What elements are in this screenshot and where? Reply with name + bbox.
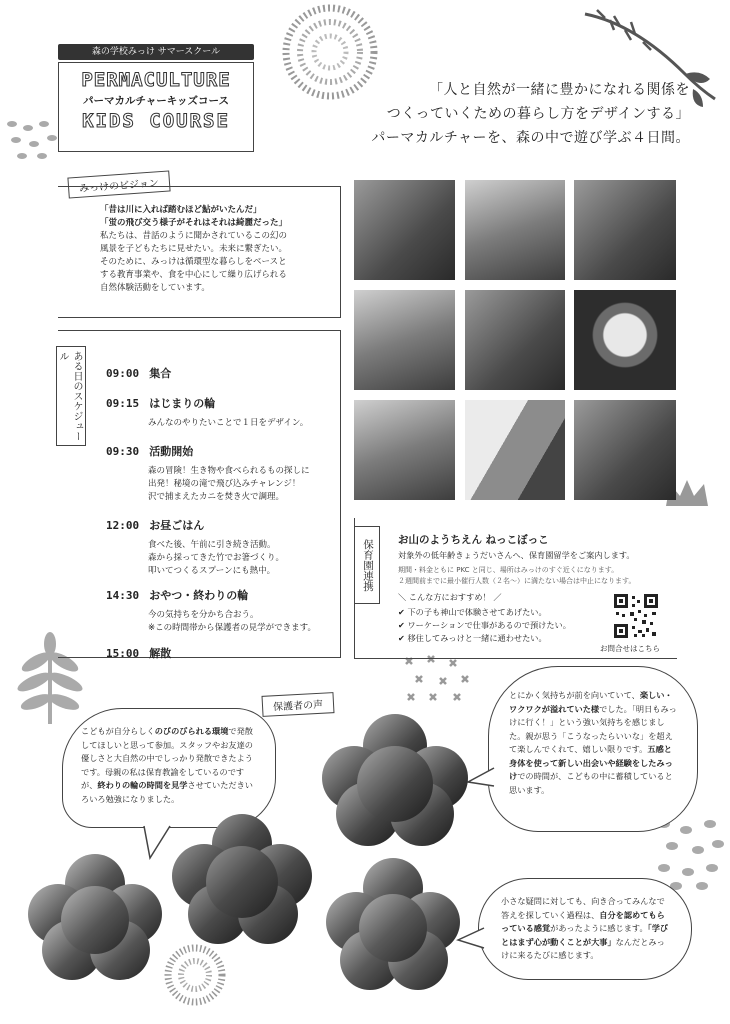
voice-1-highlight: 終わりの輪の時間を見学 <box>97 780 188 790</box>
voice-3-highlight: 「学びとはまず心が動くことが大事」 <box>501 923 669 947</box>
photo-kids-crafting <box>465 180 565 280</box>
qr-caption: お問合せはこちら <box>600 644 660 653</box>
decor-cross-pattern <box>400 652 474 706</box>
bubble-tail <box>456 926 486 952</box>
voice-3-text: 小さな疑問に対しても、向き合ってみんなで答えを探していく過程は、 <box>501 896 665 920</box>
vision-line: そのために、みっけは循環型な暮らしをベースと <box>100 257 287 267</box>
schedule-desc: 森の冒険！生き物や食べられるもの探しに 出発！秘境の滝で飛び込みチャレンジ！ 沢で捕まえたカニを焚き火で調理。 <box>148 466 310 502</box>
voice-2-text: でした。「明日もみっけに行く！」という強い気持ちを感じました。親が思う「こうなったらいいな」を超えて楽しんでくれて、嬉しい限りです。 <box>509 703 677 754</box>
vision-line: 自然体験活動をしています。 <box>100 283 210 293</box>
schedule-desc: 今の気持ちを分かち合おう。 ※この時間帯から保護者の見学ができます。 <box>148 610 316 633</box>
nursery-note-1: 期間・料金ともに PKC と同じ、場所はみっけのすぐ近くになります。 <box>398 566 619 574</box>
tagline <box>290 78 720 150</box>
voice-2-text: での時間が、こどもの中に蓄積していると思います。 <box>509 771 673 795</box>
voice-3-highlight: 自分を認めてもらっている感覚 <box>501 909 665 933</box>
voice-2-highlight: 楽しい・ワクワクが溢れていた様 <box>509 690 673 714</box>
decor-dots-left <box>4 118 64 162</box>
photo-kids-woodwork <box>354 180 455 280</box>
recommend-item: ✔ 下の子も神山で体験させてあげたい。 <box>398 607 547 617</box>
voice-bubble-1 <box>62 708 276 828</box>
photo-leaf-prints <box>465 400 565 500</box>
schedule-desc: 食べた後、午前に引き続き活動。 森から採ってきた竹でお箸づくり。 叩いてつくるスプーンにも熱中。 <box>148 540 285 576</box>
qr-code-icon[interactable] <box>612 592 660 640</box>
photo-child-table <box>574 180 676 280</box>
vision-label: みっけのビジョン <box>67 170 170 198</box>
schedule-item <box>106 440 336 514</box>
schedule-title: 集合 <box>149 367 172 380</box>
schedule-item <box>106 584 336 642</box>
photo-flower-kids-running <box>318 712 472 848</box>
voice-3-text: なんだとみっけに来るたびに感じます。 <box>501 936 665 960</box>
schedule-time: 09:15 <box>106 397 140 410</box>
schedule-title: お昼ごはん <box>149 519 205 532</box>
photo-flower-child-planting <box>28 852 162 982</box>
nursery-note-2: ２週間前までに最小催行人数（２名〜）に満たない場合は中止になります。 <box>398 577 636 585</box>
logo-box <box>58 62 254 152</box>
decor-dotted-circle-bottom <box>164 944 226 1006</box>
schedule-time: 09:00 <box>106 367 140 380</box>
photo-kids-drawing <box>574 400 676 500</box>
schedule-time: 09:30 <box>106 445 140 458</box>
vision-line: 「昔は川に入れば踏むほど鮎がいたんだ」 <box>100 205 262 215</box>
schedule-title: おやつ・終わりの輪 <box>149 589 249 602</box>
decor-dots-right <box>654 816 728 892</box>
schedule-title: 活動開始 <box>149 445 194 458</box>
recommend-item: ✔ 移住してみっけと一緒に通わせたい。 <box>398 633 547 643</box>
voice-2-text: とにかく気持ちが前を向いていて、 <box>509 690 640 700</box>
photo-child-rock <box>354 400 455 500</box>
nursery-intro: 対象外の低年齢きょうだいさんへ、保育園留学をご案内します。 <box>398 550 635 560</box>
schedule-list <box>106 362 336 662</box>
schedule-item <box>106 362 336 392</box>
photo-waterfall <box>354 290 455 390</box>
voice-1-text: こどもが自分らしく <box>81 726 155 736</box>
photo-group <box>465 290 565 390</box>
tagline-line2: つくっていくための暮らし方をデザインする」 <box>386 106 690 122</box>
schedule-desc: みんなのやりたいことで１日をデザイン。 <box>148 418 309 428</box>
voice-3-text: があったように感じます。 <box>550 923 648 933</box>
recommend-item: ✔ ワーケーションで仕事があるので預けたい。 <box>398 620 571 630</box>
voice-1-highlight: のびのびられる環境 <box>154 726 229 736</box>
vision-line: 風景を子どもたちに見せたい。未来に繋ぎたい。 <box>100 244 288 254</box>
schedule-item <box>106 642 336 662</box>
schedule-item <box>106 392 336 440</box>
nursery-recommend-label: ＼ こんな方におすすめ！ ／ <box>398 592 502 602</box>
voice-bubble-2 <box>488 666 698 832</box>
schedule-item <box>106 514 336 584</box>
program-badge: 森の学校みっけ サマースクール <box>58 44 254 60</box>
logo-en-line2: KIDS COURSE <box>82 110 230 132</box>
tagline-line1: 「人と自然が一緒に豊かになれる関係を <box>429 82 690 98</box>
vision-line: する教育事業や、食を中心にして繰り広げられる <box>100 270 287 280</box>
photo-flower-forest-walk <box>326 856 460 996</box>
photo-food-bowl <box>574 290 676 390</box>
voice-1-text: で発散してほしいと思って参加。スタッフやお友達の優しさと大自然の中でしっかり発散できたようです。母親の私は保育教諭をしているのですが、 <box>81 726 253 790</box>
tagline-line3: パーマカルチャーを、森の中で遊び学ぶ４日間。 <box>371 130 690 146</box>
voices-label: 保護者の声 <box>261 692 334 717</box>
nursery-label: 保育園連携 <box>354 526 380 604</box>
logo-en-line1: PERMACULTURE <box>81 69 231 91</box>
nursery-title: お山のようちえん ねっこぼっこ <box>398 534 549 546</box>
schedule-title: 解散 <box>149 647 172 660</box>
vision-line: 私たちは、昔話のように聞かされているこの幻の <box>100 231 288 241</box>
logo-jp: パーマカルチャーキッズコース <box>83 95 229 107</box>
schedule-time: 12:00 <box>106 519 140 532</box>
photo-flower-group-picnic <box>172 812 312 948</box>
vision-line: 「蛍の飛び交う様子がそれはそれは綺麗だった」 <box>100 218 288 228</box>
voice-1-text: させていただきいろいろ勉強になりました。 <box>81 780 253 804</box>
nursery-recommend-list <box>398 606 571 645</box>
schedule-time: 15:00 <box>106 647 140 660</box>
voice-bubble-3 <box>478 878 692 980</box>
vision-text <box>100 204 340 295</box>
schedule-title: はじまりの輪 <box>149 397 216 410</box>
schedule-label: ある日のスケジュール <box>56 346 86 446</box>
voice-2-highlight: 五感と身体を使って新しい出会いや経験をしたみっけ <box>509 744 673 781</box>
schedule-time: 14:30 <box>106 589 140 602</box>
